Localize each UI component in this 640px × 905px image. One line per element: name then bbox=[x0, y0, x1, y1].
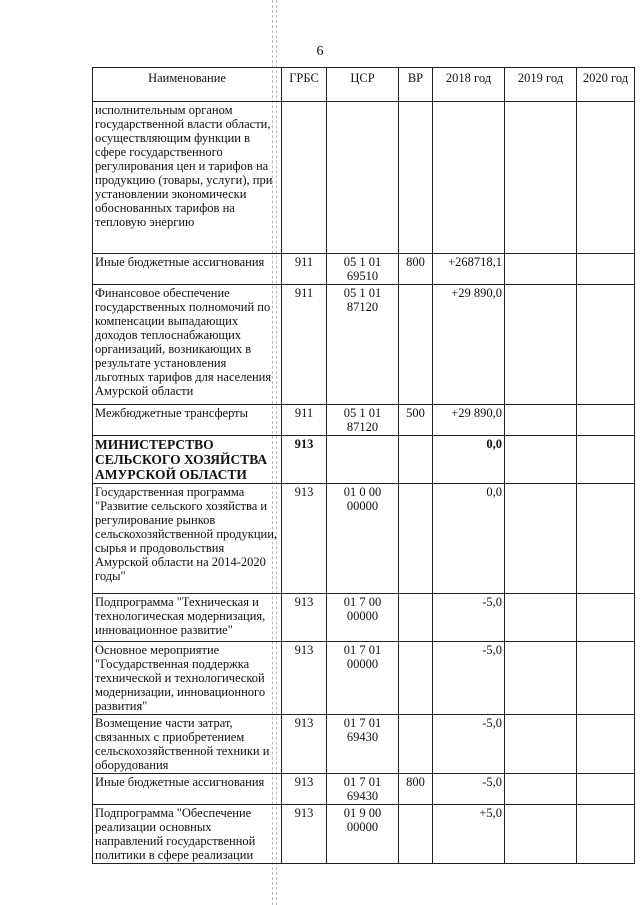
cell-2018: -5,0 bbox=[433, 715, 505, 774]
table-row bbox=[93, 774, 635, 805]
cell-name: Возмещение части затрат, связанных с приобретением сельскохозяйственной техники и оборудования bbox=[93, 715, 282, 774]
cell-2020 bbox=[577, 594, 635, 642]
cell-vr bbox=[399, 715, 433, 774]
cell-csr: 01 7 01 69430 bbox=[327, 715, 399, 774]
cell-name: МИНИСТЕРСТВО СЕЛЬСКОГО ХОЗЯЙСТВА АМУРСКОЙ ОБЛАСТИ bbox=[93, 436, 282, 484]
table-row bbox=[93, 102, 635, 254]
cell-2020 bbox=[577, 805, 635, 864]
cell-csr bbox=[327, 102, 399, 254]
cell-2019 bbox=[505, 405, 577, 436]
cell-csr: 05 1 01 87120 bbox=[327, 405, 399, 436]
cell-2018: +5,0 bbox=[433, 805, 505, 864]
cell-vr bbox=[399, 285, 433, 405]
col-header-name: Наименование bbox=[93, 68, 282, 102]
cell-csr: 05 1 01 87120 bbox=[327, 285, 399, 405]
cell-2020 bbox=[577, 436, 635, 484]
cell-csr: 01 7 00 00000 bbox=[327, 594, 399, 642]
cell-2020 bbox=[577, 715, 635, 774]
cell-2018 bbox=[433, 102, 505, 254]
cell-2019 bbox=[505, 805, 577, 864]
cell-grbs: 913 bbox=[282, 642, 327, 715]
cell-csr: 01 7 01 69430 bbox=[327, 774, 399, 805]
table-row bbox=[93, 254, 635, 285]
table-row bbox=[93, 405, 635, 436]
col-header-2020: 2020 год bbox=[577, 68, 635, 102]
table-row bbox=[93, 436, 635, 484]
cell-csr: 01 9 00 00000 bbox=[327, 805, 399, 864]
cell-2019 bbox=[505, 285, 577, 405]
budget-table bbox=[92, 67, 635, 864]
cell-name: Подпрограмма "Обеспечение реализации основных направлений государственной политики в сфере реализации bbox=[93, 805, 282, 864]
cell-2018: 0,0 bbox=[433, 436, 505, 484]
cell-2019 bbox=[505, 436, 577, 484]
table-row bbox=[93, 484, 635, 594]
cell-2019 bbox=[505, 594, 577, 642]
cell-name: Межбюджетные трансферты bbox=[93, 405, 282, 436]
table-row bbox=[93, 642, 635, 715]
col-header-csr: ЦСР bbox=[327, 68, 399, 102]
col-header-vr: ВР bbox=[399, 68, 433, 102]
cell-name: Иные бюджетные ассигнования bbox=[93, 254, 282, 285]
cell-grbs: 913 bbox=[282, 805, 327, 864]
cell-grbs: 913 bbox=[282, 484, 327, 594]
cell-2019 bbox=[505, 254, 577, 285]
cell-2020 bbox=[577, 405, 635, 436]
cell-grbs: 913 bbox=[282, 436, 327, 484]
cell-grbs: 913 bbox=[282, 594, 327, 642]
cell-2020 bbox=[577, 102, 635, 254]
cell-grbs bbox=[282, 102, 327, 254]
cell-2018: +268718,1 bbox=[433, 254, 505, 285]
cell-2018: +29 890,0 bbox=[433, 405, 505, 436]
cell-grbs: 911 bbox=[282, 254, 327, 285]
cell-vr: 800 bbox=[399, 774, 433, 805]
cell-name: Государственная программа "Развитие сельского хозяйства и регулирование рынков сельскохозяйственной продукции, сырья и продовольствия Амурской области на 2014-2020 годы" bbox=[93, 484, 282, 594]
cell-name: Подпрограмма "Техническая и технологическая модернизация, инновационное развитие" bbox=[93, 594, 282, 642]
table-row bbox=[93, 285, 635, 405]
cell-2018: +29 890,0 bbox=[433, 285, 505, 405]
cell-grbs: 911 bbox=[282, 285, 327, 405]
col-header-2018: 2018 год bbox=[433, 68, 505, 102]
cell-2019 bbox=[505, 774, 577, 805]
cell-2018: -5,0 bbox=[433, 594, 505, 642]
cell-2018: -5,0 bbox=[433, 642, 505, 715]
table-row bbox=[93, 594, 635, 642]
cell-2019 bbox=[505, 642, 577, 715]
cell-grbs: 913 bbox=[282, 774, 327, 805]
cell-2019 bbox=[505, 484, 577, 594]
cell-2020 bbox=[577, 484, 635, 594]
cell-grbs: 911 bbox=[282, 405, 327, 436]
cell-vr bbox=[399, 805, 433, 864]
cell-2018: 0,0 bbox=[433, 484, 505, 594]
cell-csr bbox=[327, 436, 399, 484]
cell-vr bbox=[399, 436, 433, 484]
cell-csr: 01 0 00 00000 bbox=[327, 484, 399, 594]
cell-2020 bbox=[577, 254, 635, 285]
cell-vr bbox=[399, 642, 433, 715]
col-header-grbs: ГРБС bbox=[282, 68, 327, 102]
table-row bbox=[93, 805, 635, 864]
cell-name: Иные бюджетные ассигнования bbox=[93, 774, 282, 805]
cell-csr: 01 7 01 00000 bbox=[327, 642, 399, 715]
cell-vr: 500 bbox=[399, 405, 433, 436]
cell-grbs: 913 bbox=[282, 715, 327, 774]
cell-vr bbox=[399, 102, 433, 254]
cell-name: исполнительным органом государственной власти области, осуществляющим функции в сфере государственного регулирования цен и тарифов на продукцию (товары, услуги), при установлении экономически обоснованных тарифов на тепловую энергию bbox=[93, 102, 282, 254]
cell-vr bbox=[399, 484, 433, 594]
page-number: 6 bbox=[316, 44, 324, 59]
cell-2019 bbox=[505, 102, 577, 254]
cell-csr: 05 1 01 69510 bbox=[327, 254, 399, 285]
cell-2018: -5,0 bbox=[433, 774, 505, 805]
cell-2020 bbox=[577, 774, 635, 805]
cell-vr: 800 bbox=[399, 254, 433, 285]
cell-name: Основное мероприятие "Государственная поддержка технической и технологической модернизации, инновационного развития" bbox=[93, 642, 282, 715]
cell-2020 bbox=[577, 642, 635, 715]
table-header-row bbox=[93, 68, 635, 102]
col-header-2019: 2019 год bbox=[505, 68, 577, 102]
cell-2019 bbox=[505, 715, 577, 774]
cell-vr bbox=[399, 594, 433, 642]
table-row bbox=[93, 715, 635, 774]
cell-2020 bbox=[577, 285, 635, 405]
cell-name: Финансовое обеспечение государственных полномочий по компенсации выпадающих доходов теплоснабжающих организаций, возникающих в результате установления льготных тарифов для населения Амурской области bbox=[93, 285, 282, 405]
